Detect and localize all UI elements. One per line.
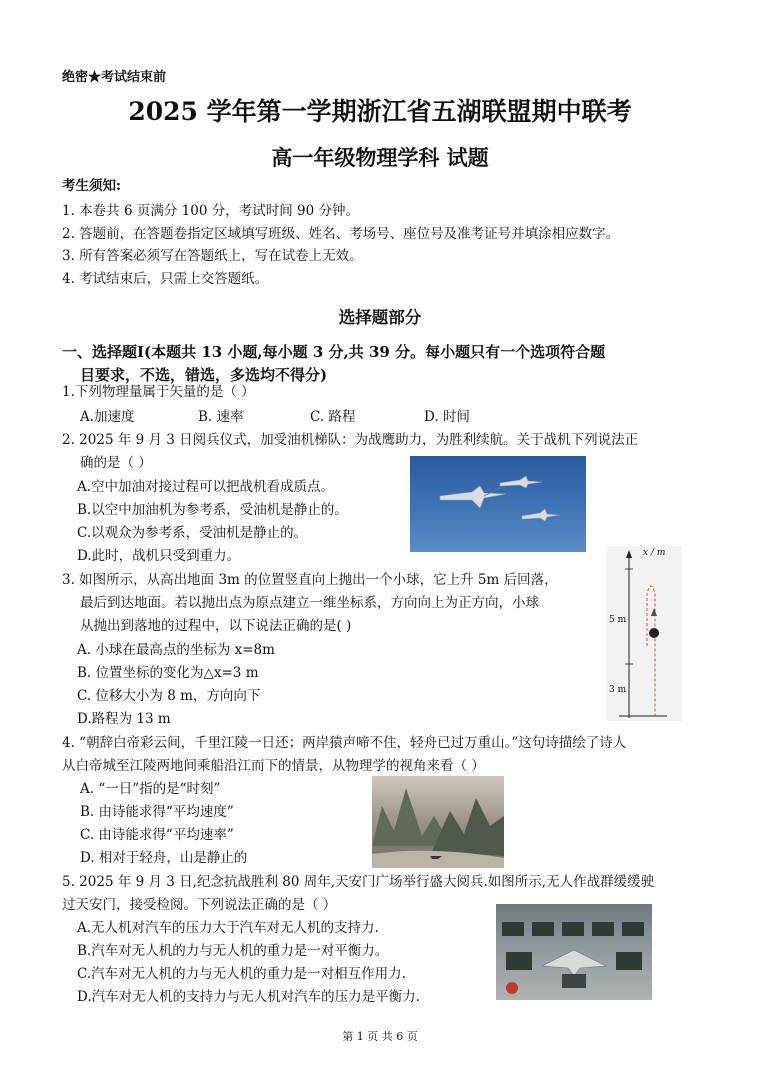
q2-option-c: C.以观众为参考系，受油机是静止的。	[77, 525, 308, 541]
q4-option-b: B. 由诗能求得“平均速度”	[80, 804, 234, 820]
notice-item: 2. 答题前，在答题卷指定区域填写班级、姓名、考场号、座位号及准考证号并填涂相应数字。	[62, 226, 620, 242]
exam-title: 2025 学年第一学期浙江省五湖联盟期中联考	[128, 97, 632, 126]
q5-option-b: B.汽车对无人机的力与无人机的重力是一对平衡力。	[77, 943, 389, 959]
question-1-stem: 1.下列物理量属于矢量的是（ ）	[62, 384, 255, 400]
question-4-stem-cont: 从白帝城至江陵两地间乘船沿江而下的情景，从物理学的视角来看（ ）	[62, 758, 485, 774]
q4-option-c: C. 由诗能求得“平均速率”	[80, 827, 234, 843]
height-label-3m: 3 m	[609, 685, 627, 695]
question-2-stem-cont: 确的是（ ）	[80, 455, 152, 471]
notice-item: 3. 所有答案必须写在答题纸上，写在试卷上无效。	[62, 248, 363, 264]
question-5-stem: 5. 2025 年 9 月 3 日,纪念抗战胜利 80 周年,天安门广场举行盛大阅兵.如图所示,无人作战群缓缓驶	[62, 874, 655, 890]
q1-option-a: A.加速度	[80, 409, 135, 425]
question-5-stem-cont: 过天安门，接受检阅。下列说法正确的是（ ）	[62, 897, 337, 913]
question-2-stem: 2. 2025 年 9 月 3 日阅兵仪式，加受油机梯队：为战鹰助力，为胜利续航。关于战机下列说法正	[62, 432, 639, 448]
exam-subtitle: 高一年级物理学科 试题	[271, 145, 489, 170]
q3-option-b: B. 位置坐标的变化为△x=3 m	[77, 665, 259, 681]
q3-option-c: C. 位移大小为 8 m，方向向下	[77, 688, 261, 704]
axis-label: x / m	[643, 548, 666, 558]
q5-option-c: C.汽车对无人机的力与无人机的重力是一对相互作用力.	[77, 966, 406, 982]
section-title: 选择题部分	[338, 308, 422, 327]
refueling-jets-photo	[410, 456, 586, 552]
notice-item: 1. 本卷共 6 页满分 100 分，考试时间 90 分钟。	[62, 203, 359, 219]
q1-option-d: D. 时间	[424, 409, 470, 425]
section-heading-cont: 目要求，不选，错选，多选均不得分)	[80, 366, 328, 384]
notice-heading: 考生须知:	[62, 178, 121, 194]
q4-option-d: D. 相对于轻舟，山是静止的	[80, 850, 248, 866]
question-4-stem: 4. “朝辞白帝彩云间，千里江陵一日还；两岸猿声啼不住，轻舟已过万重山。”这句诗描绘了诗人	[62, 735, 627, 751]
q3-option-a: A. 小球在最高点的坐标为 x=8m	[77, 642, 275, 658]
q5-option-d: D.汽车对无人机的支持力与无人机对汽车的压力是平衡力.	[77, 989, 420, 1005]
q2-option-b: B.以空中加油机为参考系，受油机是静止的。	[77, 502, 348, 518]
drone-parade-photo	[496, 904, 652, 1000]
q1-option-c: C. 路程	[310, 409, 356, 425]
coordinate-axis-diagram	[607, 546, 682, 721]
notice-item: 4. 考试结束后，只需上交答题纸。	[62, 271, 269, 287]
q2-option-d: D.此时，战机只受到重力。	[77, 548, 241, 564]
river-landscape-painting	[372, 776, 504, 868]
jets-illustration	[410, 456, 586, 552]
q4-option-a: A. “一日”指的是“时刻”	[80, 781, 221, 797]
vehicles-illustration	[496, 904, 652, 1000]
mountain-illustration	[372, 776, 504, 868]
q1-option-b: B. 速率	[198, 409, 244, 425]
height-label-5m: 5 m	[609, 615, 627, 625]
question-3-stem: 3. 如图所示，从高出地面 3m 的位置竖直向上抛出一个小球，它上升 5m 后回落，	[62, 572, 558, 588]
section-heading: 一、选择题Ⅰ(本题共 13 小题,每小题 3 分,共 39 分。每小题只有一个选项符合题	[62, 343, 606, 361]
question-3-stem-cont: 最后到达地面。若以抛出点为原点建立一维坐标系，方向向上为正方向，小球	[80, 595, 539, 611]
confidential-label: 绝密★考试结束前	[62, 70, 167, 85]
q5-option-a: A.无人机对汽车的压力大于汽车对无人机的支持力.	[77, 920, 379, 936]
question-3-stem-cont: 从抛出到落地的过程中，以下说法正确的是( )	[80, 618, 352, 634]
q3-option-d: D.路程为 13 m	[77, 711, 171, 727]
q2-option-a: A.空中加油对接过程可以把战机看成质点。	[77, 479, 335, 495]
page-number: 第 1 页 共 6 页	[342, 1030, 418, 1043]
